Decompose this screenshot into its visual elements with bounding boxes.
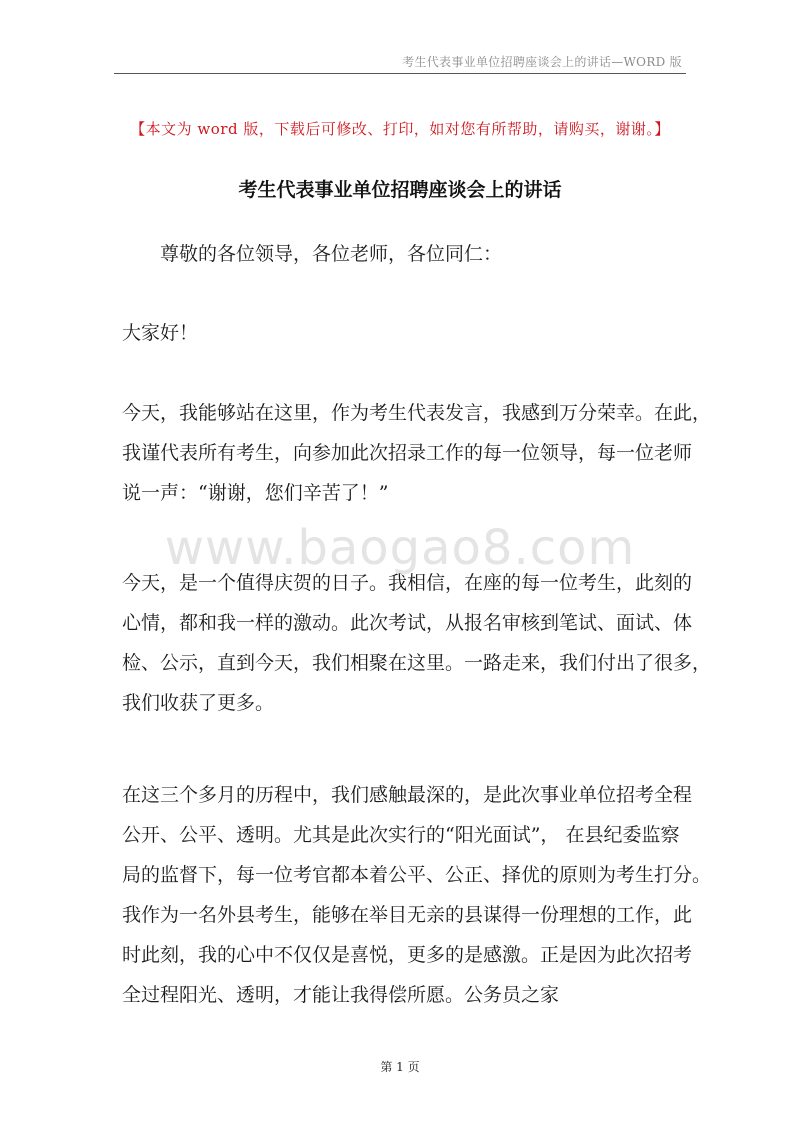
- paragraph-line: 检、公示，直到今天，我们相聚在这里。一路走来，我们付出了很多，: [122, 652, 712, 674]
- paragraph-line: 时此刻，我的心中不仅仅是喜悦，更多的是感激。正是因为此次招考: [122, 944, 693, 966]
- salutation: [122, 234, 726, 274]
- paragraph-line: 公开、公平、透明。尤其是此次实行的“阳光面试”， 在县纪委监察: [122, 824, 680, 846]
- paragraph-line: 说一声：“谢谢，您们辛苦了！”: [122, 482, 389, 504]
- page-number: 第 1 页: [380, 1060, 420, 1074]
- paragraph-line: 全过程阳光、透明，才能让我得偿所愿。公务员之家: [122, 984, 560, 1006]
- paragraph-line: 我谨代表所有考生，向参加此次招录工作的每一位领导，每一位老师: [122, 442, 693, 464]
- paragraph-line: 心情，都和我一样的激动。此次考试，从报名审核到笔试、面试、体: [122, 612, 693, 634]
- paragraph-line: 我作为一名外县考生，能够在举目无亲的县谋得一份理想的工作，此: [122, 904, 693, 926]
- paragraph-line: 今天，是一个值得庆贺的日子。我相信，在座的每一位考生，此刻的: [122, 572, 693, 594]
- running-header: 考生代表事业单位招聘座谈会上的讲话—WORD 版: [402, 55, 682, 69]
- salutation-line: 尊敬的各位领导，各位老师，各位同仁：: [160, 243, 503, 265]
- header-divider: [114, 73, 686, 74]
- greeting-line: 大家好！: [122, 322, 199, 344]
- body-paragraph: [122, 393, 712, 513]
- body-paragraph: [122, 775, 712, 1015]
- download-notice: 【本文为 word 版，下载后可修改、打印，如对您有所帮助，请购买，谢谢。】: [130, 120, 670, 138]
- greeting: [122, 313, 688, 353]
- watermark: www.baogao8.com: [164, 520, 636, 576]
- paragraph-line: 我们收获了更多。: [122, 692, 275, 714]
- paragraph-line: 今天，我能够站在这里，作为考生代表发言，我感到万分荣幸。在此，: [122, 402, 712, 424]
- paragraph-line: 在这三个多月的历程中，我们感触最深的，是此次事业单位招考全程: [122, 784, 693, 806]
- body-paragraph: [122, 563, 712, 723]
- paragraph-line: 局的监督下，每一位考官都本着公平、公正、择优的原则为考生打分。: [122, 864, 712, 886]
- document-title: 考生代表事业单位招聘座谈会上的讲话: [238, 179, 562, 201]
